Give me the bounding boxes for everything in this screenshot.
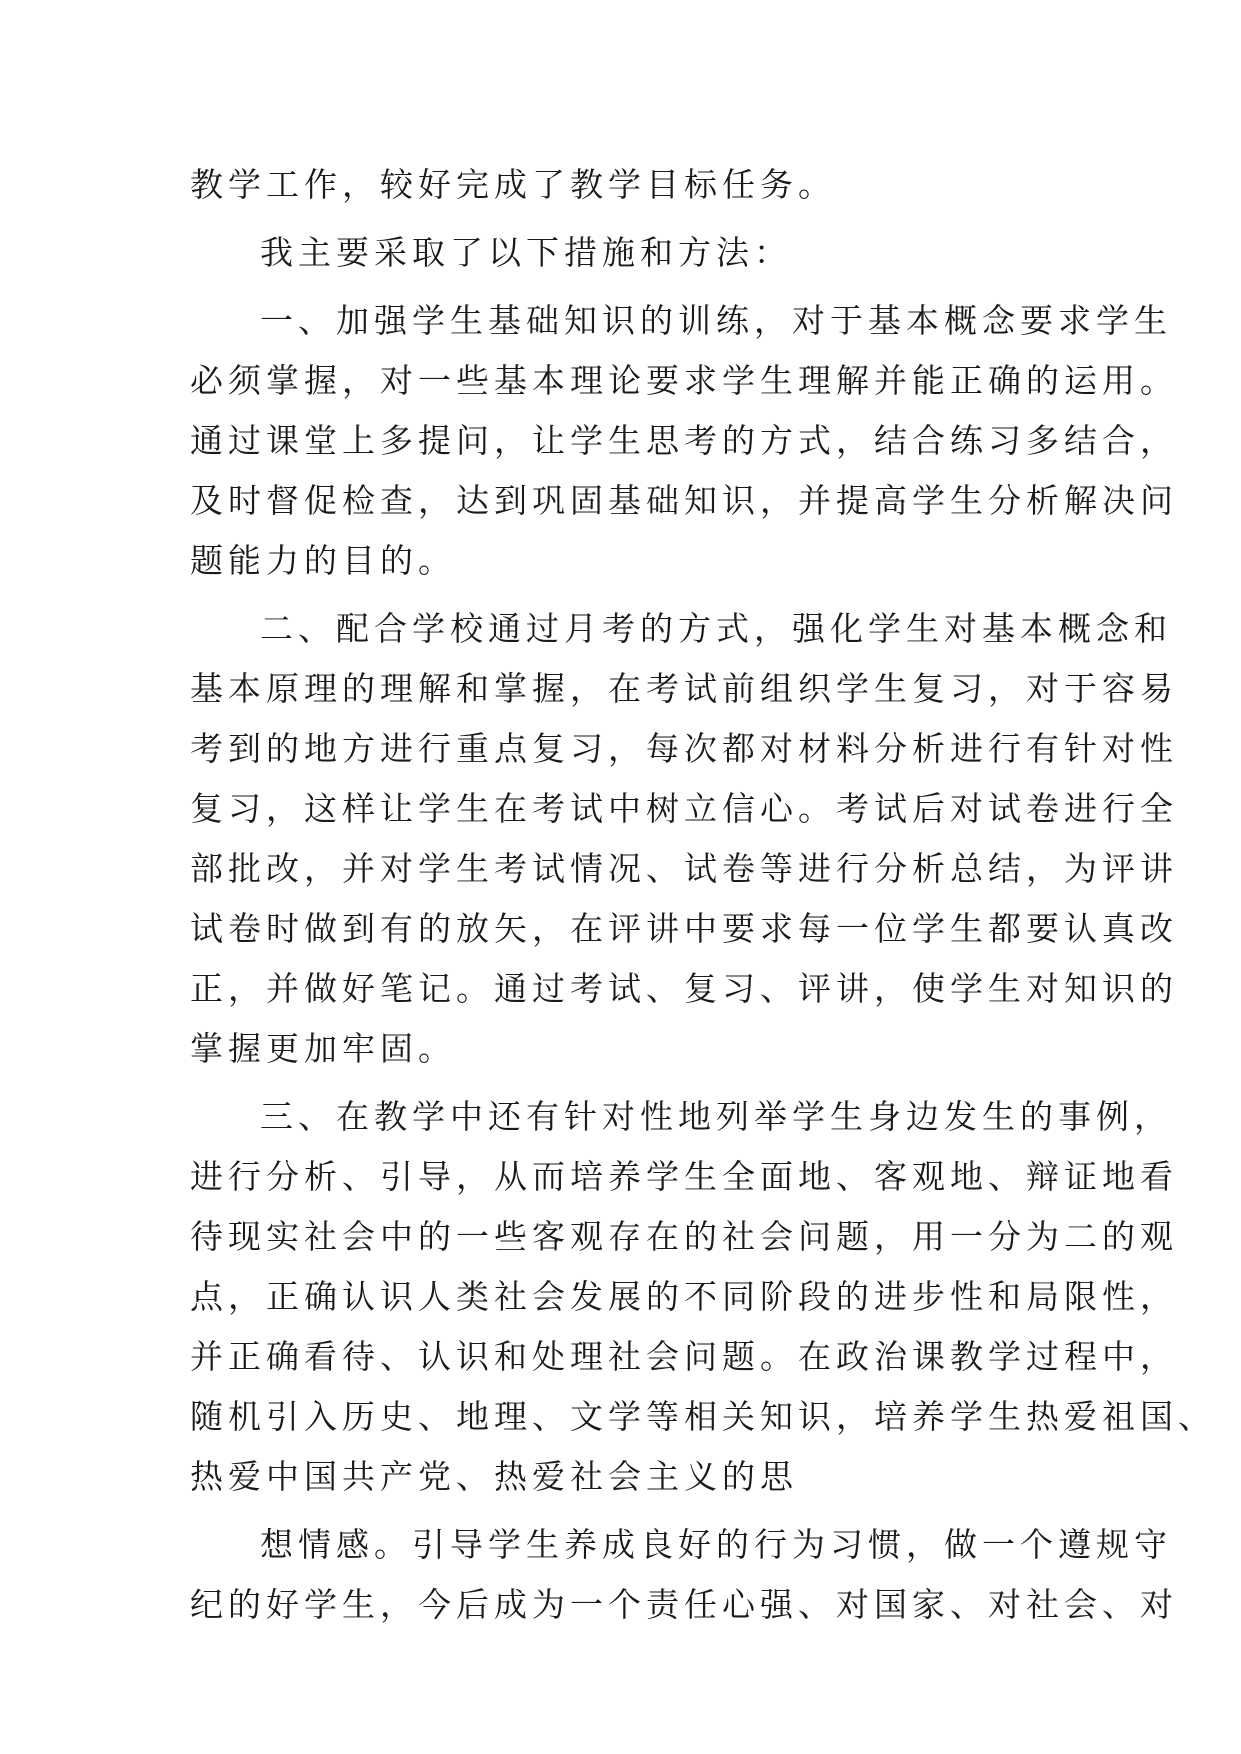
text-line: 教学工作，较好完成了教学目标任务。 bbox=[190, 165, 836, 204]
text-line: 基本原理的理解和掌握，在考试前组织学生复习，对于容易 bbox=[190, 669, 1178, 708]
paragraph-1-line: 一、加强学生基础知识的训练，对于基本概念要求学生 bbox=[260, 301, 1172, 340]
text-line: 及时督促检查，达到巩固基础知识，并提高学生分析解决问 bbox=[190, 481, 1178, 520]
text-line: 进行分析、引导，从而培养学生全面地、客观地、辩证地看 bbox=[190, 1157, 1178, 1196]
text-line: 必须掌握，对一些基本理论要求学生理解并能正确的运用。 bbox=[190, 361, 1178, 400]
paragraph-3-line: 三、在教学中还有针对性地列举学生身边发生的事例， bbox=[260, 1097, 1172, 1136]
paragraph-intro-line: 我主要采取了以下措施和方法： bbox=[260, 233, 792, 272]
paragraph-4-line: 想情感。引导学生养成良好的行为习惯，做一个遵规守 bbox=[260, 1525, 1172, 1564]
text-line: 通过课堂上多提问，让学生思考的方式，结合练习多结合， bbox=[190, 421, 1178, 460]
body-text bbox=[190, 155, 1216, 1635]
text-line: 考到的地方进行重点复习，每次都对材料分析进行有针对性 bbox=[190, 729, 1178, 768]
text-line: 试卷时做到有的放矢，在评讲中要求每一位学生都要认真改 bbox=[190, 909, 1178, 948]
text-line: 题能力的目的。 bbox=[190, 541, 456, 580]
paragraph-2-line: 二、配合学校通过月考的方式，强化学生对基本概念和 bbox=[260, 609, 1172, 648]
text-line: 热爱中国共产党、热爱社会主义的思 bbox=[190, 1457, 798, 1496]
text-line: 待现实社会中的一些客观存在的社会问题，用一分为二的观 bbox=[190, 1217, 1178, 1256]
text-line: 纪的好学生，今后成为一个责任心强、对国家、对社会、对 bbox=[190, 1585, 1178, 1624]
text-line: 点，正确认识人类社会发展的不同阶段的进步性和局限性， bbox=[190, 1277, 1178, 1316]
text-line: 部批改，并对学生考试情况、试卷等进行分析总结，为评讲 bbox=[190, 849, 1178, 888]
text-line: 随机引入历史、地理、文学等相关知识，培养学生热爱祖国、 bbox=[190, 1397, 1216, 1436]
text-line: 掌握更加牢固。 bbox=[190, 1029, 456, 1068]
text-line: 复习，这样让学生在考试中树立信心。考试后对试卷进行全 bbox=[190, 789, 1178, 828]
text-line: 并正确看待、认识和处理社会问题。在政治课教学过程中， bbox=[190, 1337, 1178, 1376]
text-line: 正，并做好笔记。通过考试、复习、评讲，使学生对知识的 bbox=[190, 969, 1178, 1008]
